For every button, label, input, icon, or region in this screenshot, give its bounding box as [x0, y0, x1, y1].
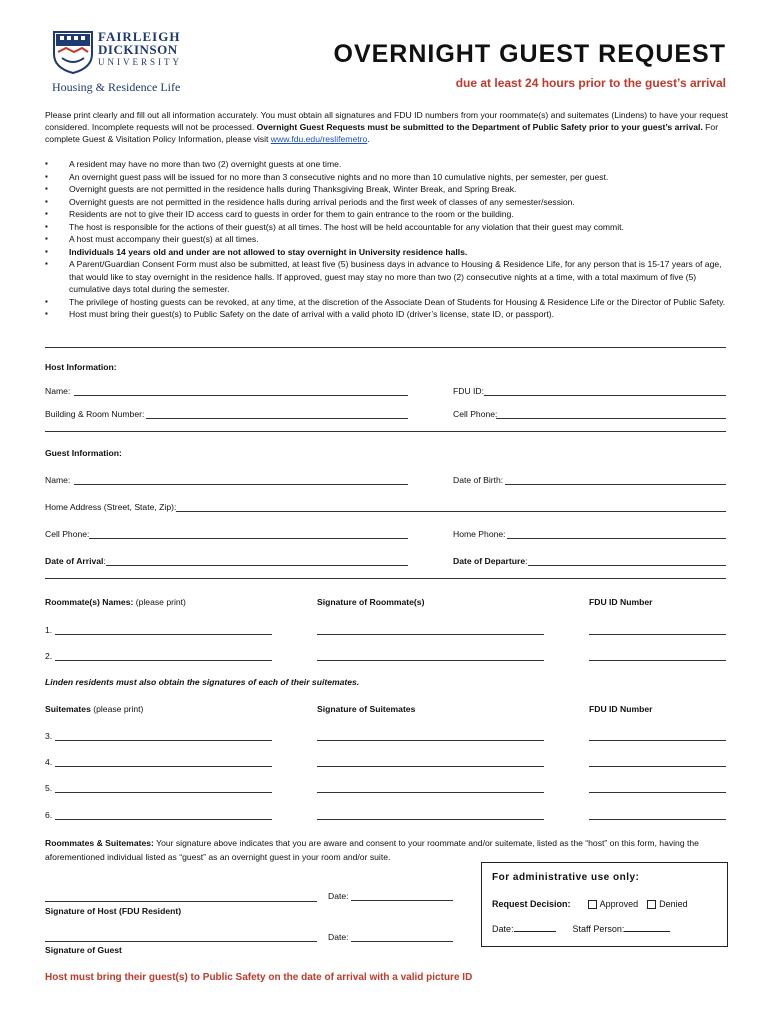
roommate-row-number: 2. [45, 651, 53, 661]
host-info-heading: Host Information: [45, 362, 117, 372]
logo-line-1: FAIRLEIGH [98, 29, 181, 44]
guest-dob-field[interactable] [505, 484, 726, 485]
divider [45, 431, 726, 432]
roommate-2-signature-field[interactable] [317, 660, 544, 661]
host-fdu-id-label: FDU ID: [453, 386, 485, 396]
host-fdu-id-field[interactable] [484, 395, 726, 396]
roommate-1-name-field[interactable] [55, 634, 272, 635]
policy-rules-list [45, 158, 730, 321]
admin-decision-row [492, 899, 688, 909]
admin-date-field[interactable] [514, 931, 556, 932]
host-date-label: Date: [328, 891, 349, 901]
guest-home-phone-field[interactable] [507, 538, 726, 539]
denied-checkbox[interactable] [647, 900, 656, 909]
suitemate-row-number: 3. [45, 731, 53, 741]
intro-text-3: . [367, 134, 370, 144]
list-item: ▪ A Parent/Guardian Consent Form must also be submitted, at least five (5) business days in advance to Housing & Residence Life, for any person that is 15-17 years of age, that would like to stay overnight in the residence halls. If approved, guest may stay no more than two (2) consecutive nights at a time, with a total maximum of five (5) cumulative days total during the semester. [45, 258, 730, 296]
divider [45, 347, 726, 348]
consent-text: Your signature above indicates that you are aware and consent to your roommate and/or suitemate, listed as the “host” on this form, having the aforementioned individual listed as “guest” as an overnight guest in your room and/or suite. [45, 838, 699, 862]
logo-line-4: Housing & Residence Life [52, 80, 181, 94]
guest-signature-field[interactable] [45, 941, 317, 942]
list-item: ▪ An overnight guest pass will be issued for no more than 3 consecutive nights and no more than 10 cumulative nights, per semester, per guest. [45, 171, 730, 184]
roommates-heading [45, 597, 186, 607]
suitemate-3-signature-field[interactable] [317, 740, 544, 741]
guest-name-label: Name: [45, 475, 71, 485]
suitemate-fdu-id-heading: FDU ID Number [589, 704, 653, 714]
host-date-field[interactable] [351, 900, 453, 901]
suitemate-5-fdu-id-field[interactable] [589, 792, 726, 793]
host-name-field[interactable] [74, 395, 408, 396]
roommate-signature-heading: Signature of Roommate(s) [317, 597, 425, 607]
intro-paragraph [45, 109, 730, 145]
departure-date-field[interactable] [528, 565, 726, 566]
roommate-2-name-field[interactable] [55, 660, 272, 661]
guest-address-field[interactable] [176, 511, 726, 512]
suitemate-5-signature-field[interactable] [317, 792, 544, 793]
suitemates-heading [45, 704, 143, 714]
admin-use-box [481, 862, 728, 947]
suitemate-6-name-field[interactable] [55, 819, 272, 820]
divider [45, 578, 726, 579]
suitemate-3-fdu-id-field[interactable] [589, 740, 726, 741]
host-cell-field[interactable] [496, 418, 726, 419]
suitemate-6-fdu-id-field[interactable] [589, 819, 726, 820]
page-subtitle: due at least 24 hours prior to the guest’s arrival [455, 76, 726, 90]
guest-home-phone-label: Home Phone: [453, 529, 506, 539]
list-item: ▪ A host must accompany their guest(s) at all times. [45, 233, 730, 246]
roommate-fdu-id-heading: FDU ID Number [589, 597, 653, 607]
approved-checkbox[interactable] [588, 900, 597, 909]
guest-cell-label: Cell Phone: [45, 529, 90, 539]
arrival-colon: : [103, 556, 106, 566]
intro-text-1: Please print clearly and fill out all information accurately. You must obtain all signatures and FDU ID numbers from your roommate(s) and suitemates (Lindens) to have your request considered. Incomplete requests will not be processed. [45, 110, 728, 132]
suitemate-row-number: 4. [45, 757, 53, 767]
arrival-label [45, 556, 106, 566]
suitemate-row-number: 5. [45, 783, 53, 793]
request-decision-label: Request Decision: [492, 899, 571, 909]
roommates-heading-text: Roommate(s) Names: [45, 597, 134, 607]
guest-dob-label: Date of Birth: [453, 475, 504, 485]
suitemate-4-name-field[interactable] [55, 766, 272, 767]
suitemate-4-signature-field[interactable] [317, 766, 544, 767]
guest-name-field[interactable] [74, 484, 408, 485]
guest-date-label: Date: [328, 932, 349, 942]
university-logo [52, 30, 182, 95]
list-item: ▪ Overnight guests are not permitted in the residence halls during arrival periods and the first week of classes of any semester/session. [45, 196, 730, 209]
suitemate-signature-heading: Signature of Suitemates [317, 704, 416, 714]
host-cell-label: Cell Phone: [453, 409, 498, 419]
list-item: ▪ A resident may have no more than two (2) overnight guests at one time. [45, 158, 730, 171]
arrival-date-field[interactable] [106, 565, 408, 566]
list-item: ▪ Overnight guests are not permitted in the residence halls during Thanksgiving Break, Winter Break, and Spring Break. [45, 183, 730, 196]
host-signature-label: Signature of Host (FDU Resident) [45, 906, 182, 916]
host-signature-field[interactable] [45, 901, 317, 902]
guest-info-heading: Guest Information: [45, 448, 122, 458]
suitemates-heading-text: Suitemates [45, 704, 91, 714]
linden-note: Linden residents must also obtain the signatures of each of their suitemates. [45, 677, 360, 687]
suitemates-heading-note: (please print) [90, 704, 144, 714]
staff-person-field[interactable] [624, 931, 670, 932]
host-name-label: Name: [45, 386, 71, 396]
list-item: ▪ Host must bring their guest(s) to Public Safety on the date of arrival with a valid photo ID (driver’s license, state ID, or passport). [45, 308, 730, 321]
roommate-1-signature-field[interactable] [317, 634, 544, 635]
roommate-2-fdu-id-field[interactable] [589, 660, 726, 661]
admin-heading: For administrative use only: [492, 872, 640, 883]
roommates-heading-note: (please print) [133, 597, 186, 607]
consent-bold: Roommates & Suitemates: [45, 838, 154, 848]
guest-cell-field[interactable] [89, 538, 408, 539]
suitemate-5-name-field[interactable] [55, 792, 272, 793]
host-building-label: Building & Room Number: [45, 409, 145, 419]
admin-date-row [492, 924, 670, 934]
admin-date-label: Date: [492, 924, 514, 934]
footer-reminder: Host must bring their guest(s) to Public Safety on the date of arrival with a valid picture ID [45, 972, 473, 983]
list-item: ▪ The privilege of hosting guests can be revoked, at any time, at the discretion of the Associate Dean of Students for Housing & Residence Life or the Director of Public Safety. [45, 296, 730, 309]
guest-date-field[interactable] [351, 941, 453, 942]
university-shield-icon [52, 30, 94, 74]
list-item: ▪ The host is responsible for the actions of their guest(s) at all times. The host will be held accountable for any violation that their guest may commit. [45, 221, 730, 234]
logo-line-3: UNIVERSITY [98, 57, 182, 67]
approved-label: Approved [599, 899, 639, 909]
suitemate-4-fdu-id-field[interactable] [589, 766, 726, 767]
consent-paragraph [45, 836, 730, 864]
intro-bold: Overnight Guest Requests must be submitted to the Department of Public Safety prior to your guest’s arrival. [256, 122, 703, 132]
denied-label: Denied [659, 899, 688, 909]
suitemate-row-number: 6. [45, 810, 53, 820]
guest-signature-label: Signature of Guest [45, 945, 122, 955]
list-item: ▪ Residents are not to give their ID access card to guests in order for them to gain entrance to the room or the building. [45, 208, 730, 221]
departure-colon: : [525, 556, 528, 566]
logo-line-2: DICKINSON [98, 42, 178, 57]
staff-person-label: Staff Person: [572, 924, 625, 934]
list-item: ▪ Individuals 14 years old and under are not allowed to stay overnight in University residence halls. [45, 246, 730, 259]
arrival-label-text: Date of Arrival [45, 556, 104, 566]
suitemate-6-signature-field[interactable] [317, 819, 544, 820]
policy-link[interactable]: www.fdu.edu/reslifemetro [270, 134, 368, 144]
departure-label [453, 556, 528, 566]
departure-label-text: Date of Departure [453, 556, 526, 566]
page-title: OVERNIGHT GUEST REQUEST [333, 40, 726, 68]
intro-text-2: For complete Guest & Visitation Policy Information, please visit [45, 122, 719, 144]
roommate-1-fdu-id-field[interactable] [589, 634, 726, 635]
suitemate-3-name-field[interactable] [55, 740, 272, 741]
roommate-row-number: 1. [45, 625, 53, 635]
guest-address-label: Home Address (Street, State, Zip): [45, 502, 177, 512]
host-building-field[interactable] [146, 418, 408, 419]
